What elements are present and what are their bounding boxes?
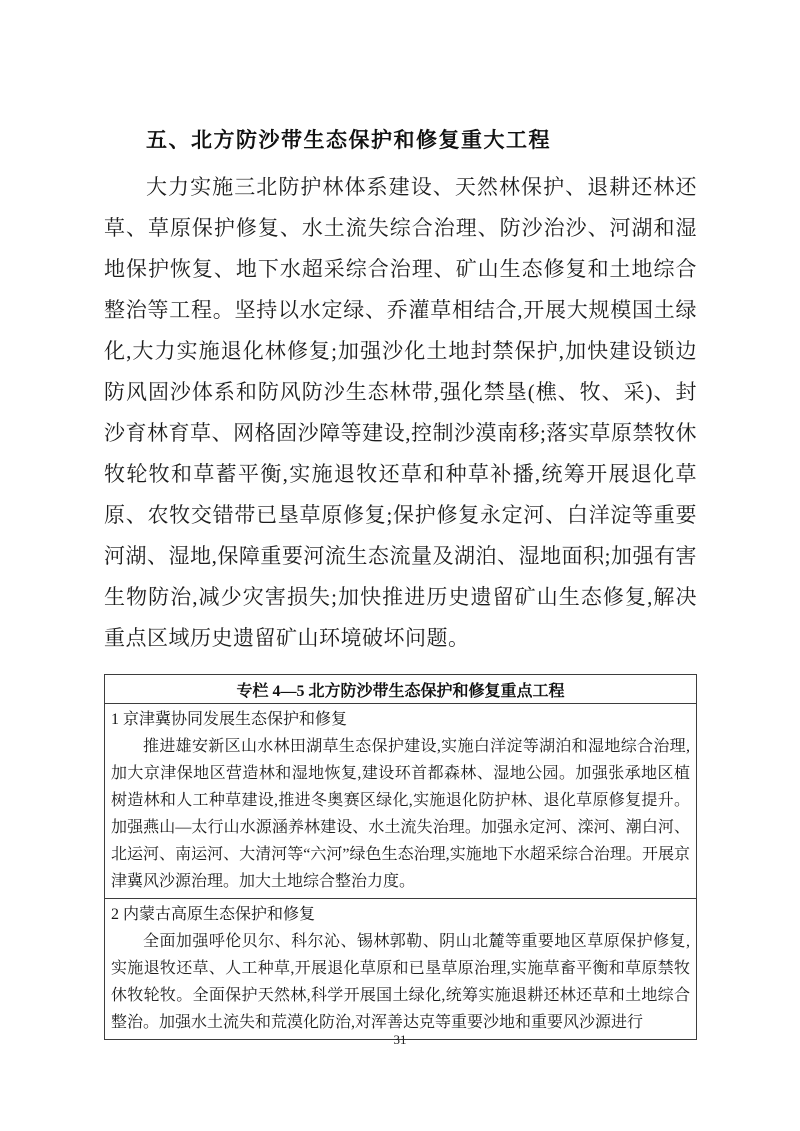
box-title: 专栏 4—5 北方防沙带生态保护和修复重点工程 — [105, 675, 696, 704]
box-section-1-heading: 1 京津冀协同发展生态保护和修复 — [111, 711, 348, 728]
highlight-box-4-5 — [104, 674, 697, 1040]
page-content — [104, 124, 697, 1040]
page-number: 31 — [393, 1032, 407, 1047]
body-paragraph: 大力实施三北防护林体系建设、天然林保护、退耕还林还草、草原保护修复、水土流失综合治理、防沙治沙、河湖和湿地保护恢复、地下水超采综合治理、矿山生态修复和土地综合整治等工程。坚持以水定绿、乔灌草相结合,开展大规模国土绿化,大力实施退化林修复;加强沙化土地封禁保护,加快建设锁边防风固沙体系和防风防沙生态林带,强化禁垦(樵、牧、采)、封沙育林育草、网格固沙障等建设,控制沙漠南移;落实草原禁牧休牧轮牧和草蓄平衡,实施退牧还草和种草补播,统筹开展退化草原、农牧交错带已垦草原修复;保护修复永定河、白洋淀等重要河湖、湿地,保障重要河流生态流量及湖泊、湿地面积;加强有害生物防治,减少灾害损失;加快推进历史遗留矿山生态修复,解决重点区域历史遗留矿山环境破坏问题。 — [104, 175, 697, 650]
box-section-2 — [105, 898, 696, 1039]
box-section-2-body: 全面加强呼伦贝尔、科尔沁、锡林郭勒、阴山北麓等重要地区草原保护修复,实施退牧还草、人工种草,开展退化草原和已垦草原治理,实施草畜平衡和草原禁牧休牧轮牧。全面保护天然林,科学开展国土绿化,统筹实施退耕还林还草和土地综合整治。加强水土流失和荒漠化防治,对浑善达克等重要沙地和重要风沙源进行 — [111, 933, 690, 1031]
box-section-2-heading: 2 内蒙古高原生态保护和修复 — [111, 906, 316, 923]
box-section-1-body: 推进雄安新区山水林田湖草生态保护建设,实施白洋淀等湖泊和湿地综合治理,加大京津保地区营造林和湿地恢复,建设环首都森林、湿地公园。加强张承地区植树造林和人工种草建设,推进冬奥赛区绿化,实施退化防护林、退化草原修复提升。加强燕山—太行山水源涵养林建设、水土流失治理。加强永定河、滦河、潮白河、北运河、南运河、大清河等“六河”绿色生态治理,实施地下水超采综合治理。开展京津冀风沙源治理。加大土地综合整治力度。 — [111, 738, 690, 890]
section-title: 五、北方防沙带生态保护和修复重大工程 — [146, 129, 551, 152]
box-section-1 — [105, 704, 696, 898]
